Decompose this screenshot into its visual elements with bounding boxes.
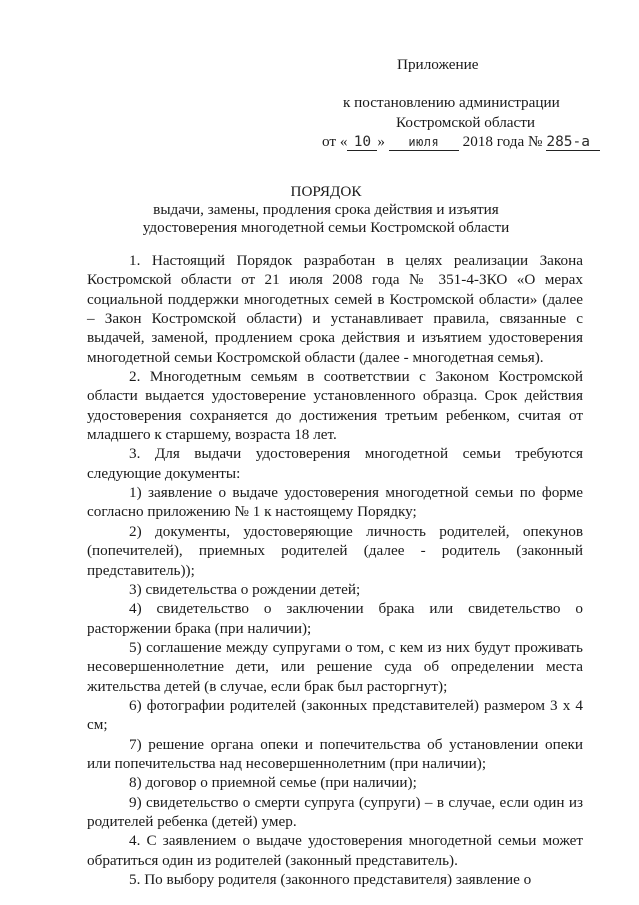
document-subtitle-line1: выдачи, замены, продления срока действия и изъятия bbox=[153, 201, 499, 218]
paragraph-2: 2. Многодетным семьям в соответствии с Законом Костромской области выдается удостоверение установленного образца. Срок действия удостоверения сохраняется до достижения третьим ребенком, считая от младшего к старшему, возраста 18 лет. bbox=[87, 368, 583, 444]
date-day-close: » bbox=[377, 133, 386, 150]
paragraph-3: 3. Для выдачи удостоверения многодетной семьи требуются следующие документы: bbox=[87, 445, 583, 482]
list-item-3: 3) свидетельства о рождении детей; bbox=[129, 580, 361, 598]
document-title: ПОРЯДОК bbox=[290, 183, 362, 200]
list-item-5: 5) соглашение между супругами о том, с кем из них будут проживать несовершеннолетние дети, или решение суда об определении места жительства детей (в случае, если брак был расторгнут); bbox=[87, 638, 583, 695]
date-prefix: от « bbox=[322, 133, 348, 150]
paragraph-4: 4. С заявлением о выдаче удостоверения многодетной семьи может обратиться один из родителей (законный представитель). bbox=[87, 832, 583, 869]
list-item-8: 8) договор о приемной семье (при наличии); bbox=[129, 774, 417, 792]
resolution-date-line bbox=[322, 133, 600, 151]
paragraph-5: 5. По выбору родителя (законного представителя) заявление о bbox=[129, 871, 532, 888]
handwritten-number: 285-а bbox=[546, 135, 600, 151]
list-item-4: 4) свидетельство о заключении брака или свидетельство о расторжении брака (при наличии); bbox=[87, 600, 583, 637]
document-body bbox=[87, 251, 583, 889]
region-name: Костромской области bbox=[396, 114, 536, 131]
appendix-label: Приложение bbox=[397, 56, 479, 73]
document-subtitle-line2: удостоверения многодетной семьи Костромской области bbox=[142, 219, 510, 236]
list-item-7: 7) решение органа опеки и попечительства об установлении опеки или попечительства над несовершеннолетним (при наличии); bbox=[87, 735, 583, 772]
year-and-number-label: 2018 года № bbox=[462, 133, 543, 150]
paragraph-1: 1. Настоящий Порядок разработан в целях реализации Закона Костромской области от 21 июля 2008 года № 351-4-ЗКО «О мерах социальной поддержки многодетных семей в Костромской области» (далее – Закон Костромской области) и устанавливает правила, связанные с выдачей, заменой, продлением срока действия и изъятием удостоверения многодетной семьи Костромской области (далее - многодетная семья). bbox=[87, 252, 583, 366]
handwritten-day: 10 bbox=[347, 135, 377, 151]
list-item-1: 1) заявление о выдаче удостоверения многодетной семьи по форме согласно приложению № 1 к настоящему Порядку; bbox=[87, 484, 583, 521]
list-item-9: 9) свидетельство о смерти супруга (супруги) – в случае, если один из родителей ребенка (детей) умер. bbox=[87, 793, 583, 830]
list-item-6: 6) фотографии родителей (законных представителей) размером 3 х 4 см; bbox=[87, 696, 583, 734]
handwritten-month: июля bbox=[389, 135, 459, 151]
resolution-reference: к постановлению администрации bbox=[343, 94, 560, 111]
list-item-2: 2) документы, удостоверяющие личность родителей, опекунов (попечителей), приемных родителей (далее - родитель (законный представитель)); bbox=[87, 522, 583, 579]
